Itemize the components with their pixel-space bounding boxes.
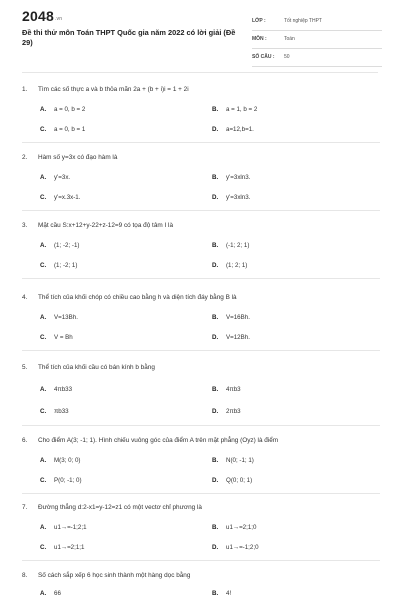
question-text	[22, 154, 117, 161]
question-divider	[22, 350, 380, 351]
option-letter: B.	[212, 174, 219, 181]
question-text	[22, 437, 278, 444]
meta-label: MÔN :	[252, 36, 267, 42]
option-b[interactable]	[212, 314, 250, 321]
option-letter: A.	[40, 590, 47, 597]
option-letter: A.	[40, 524, 47, 531]
logo-text: 2048	[22, 8, 54, 24]
option-letter: B.	[212, 242, 219, 249]
question-number: 7.	[22, 504, 28, 511]
question-stem: Tìm các số thực a và b thỏa mãn 2a + (b + i)i = 1 + 2i	[38, 86, 189, 93]
option-letter: A.	[40, 457, 47, 464]
option-letter: B.	[212, 524, 219, 531]
option-text: 4πb3	[226, 386, 241, 393]
option-b[interactable]	[212, 524, 256, 531]
option-letter: D.	[212, 408, 219, 415]
question-text	[22, 504, 202, 511]
option-text: V=12Bh.	[226, 334, 250, 341]
question-stem: Mặt cầu S:x+12+y-22+z-12=9 có tọa độ tâm I là	[38, 222, 173, 229]
option-text: 4πb33	[54, 386, 73, 393]
option-letter: D.	[212, 262, 219, 269]
option-letter: D.	[212, 126, 219, 133]
question-stem: Đường thẳng d:2-x1=y-12=z1 có một vectơ chỉ phương là	[38, 504, 202, 511]
option-letter: A.	[40, 242, 47, 249]
question-number: 5.	[22, 364, 28, 371]
option-d[interactable]	[212, 408, 241, 415]
question-divider	[22, 142, 380, 143]
question-number: 6.	[22, 437, 28, 444]
option-text: u1→=-1;2;1	[54, 524, 87, 531]
option-letter: C.	[40, 477, 47, 484]
option-letter: B.	[212, 457, 219, 464]
option-letter: A.	[40, 106, 47, 113]
option-text: y'=3xln3.	[226, 174, 251, 181]
meta-row-class	[252, 13, 382, 31]
option-b[interactable]	[212, 590, 231, 597]
option-d[interactable]	[212, 477, 252, 484]
meta-label: LỚP :	[252, 18, 266, 24]
option-letter: D.	[212, 544, 219, 551]
question-divider	[22, 278, 380, 279]
option-a[interactable]	[40, 174, 70, 181]
option-a[interactable]	[40, 524, 87, 531]
option-d[interactable]	[212, 262, 247, 269]
question-divider	[22, 425, 380, 426]
option-letter: B.	[212, 386, 219, 393]
option-text: a = 1, b = 2	[226, 106, 258, 113]
question-stem: Thể tích của khối cầu có bán kính b bằng	[38, 364, 155, 371]
option-text: a=12,b=1.	[226, 126, 254, 133]
question-number: 1.	[22, 86, 28, 93]
meta-row-subject	[252, 31, 382, 49]
question-number: 4.	[22, 294, 28, 301]
option-letter: A.	[40, 174, 47, 181]
option-text: (1; -2; -1)	[54, 242, 80, 249]
logo-domain: .vn	[54, 16, 63, 22]
question-number: 3.	[22, 222, 28, 229]
option-letter: B.	[212, 106, 219, 113]
meta-label: SỐ CÂU :	[252, 54, 275, 60]
option-text: V=13Bh.	[54, 314, 78, 321]
option-text: u1→=-1;2;0	[226, 544, 259, 551]
option-letter: A.	[40, 314, 47, 321]
option-a[interactable]	[40, 457, 80, 464]
option-letter: B.	[212, 314, 219, 321]
meta-value: Toán	[284, 36, 295, 42]
option-c[interactable]	[40, 544, 84, 551]
option-b[interactable]	[212, 457, 254, 464]
option-b[interactable]	[212, 106, 257, 113]
question-text	[22, 294, 237, 301]
option-text: N(0; -1; 1)	[226, 457, 254, 464]
option-c[interactable]	[40, 126, 85, 133]
option-c[interactable]	[40, 262, 77, 269]
header	[0, 0, 400, 66]
option-text: 66	[54, 590, 61, 597]
option-c[interactable]	[40, 408, 69, 415]
option-c[interactable]	[40, 477, 82, 484]
question-number: 8.	[22, 572, 28, 579]
site-logo[interactable]	[22, 8, 62, 24]
question-text	[22, 572, 190, 579]
option-b[interactable]	[212, 174, 250, 181]
question-divider	[22, 493, 380, 494]
option-d[interactable]	[212, 194, 250, 201]
option-letter: C.	[40, 262, 47, 269]
option-a[interactable]	[40, 242, 79, 249]
question-stem: Cho điểm A(3; -1; 1). Hình chiếu vuông góc của điểm A trên mặt phẳng (Oyz) là điểm	[38, 437, 279, 444]
question-text	[22, 364, 155, 371]
meta-value: Tốt nghiệp THPT	[284, 18, 322, 24]
question-divider	[22, 210, 380, 211]
option-b[interactable]	[212, 386, 241, 393]
option-text: (-1; 2; 1)	[226, 242, 250, 249]
option-text: u1→=2;1;1	[54, 544, 85, 551]
option-letter: C.	[40, 408, 47, 415]
question-stem: Thể tích của khối chóp có chiều cao bằng h và diện tích đáy bằng B là	[38, 294, 237, 301]
exam-meta	[252, 13, 382, 67]
option-letter: B.	[212, 590, 219, 597]
option-letter: D.	[212, 477, 219, 484]
option-a[interactable]	[40, 386, 72, 393]
option-a[interactable]	[40, 106, 85, 113]
option-c[interactable]	[40, 334, 73, 341]
option-text: Q(0; 0; 1)	[226, 477, 253, 484]
option-text: a = 0, b = 2	[54, 106, 86, 113]
option-letter: C.	[40, 194, 47, 201]
option-text: y'=3xln3.	[226, 194, 251, 201]
option-c[interactable]	[40, 194, 80, 201]
option-d[interactable]	[212, 334, 250, 341]
question-stem: Hàm số y=3x có đạo hàm là	[38, 154, 118, 161]
option-text: 4!	[226, 590, 232, 597]
option-text: M(3; 0; 0)	[54, 457, 81, 464]
option-text: y'=x.3x-1.	[54, 194, 81, 201]
option-letter: C.	[40, 126, 47, 133]
option-d[interactable]	[212, 544, 259, 551]
question-text	[22, 222, 173, 229]
option-a[interactable]	[40, 590, 61, 597]
question-text	[22, 86, 189, 93]
option-text: πb33	[54, 408, 69, 415]
question-divider	[22, 560, 380, 561]
option-b[interactable]	[212, 242, 249, 249]
option-text: (1; -2; 1)	[54, 262, 78, 269]
option-letter: A.	[40, 386, 47, 393]
question-stem: Số cách sắp xếp 6 học sinh thành một hàng dọc bằng	[38, 572, 191, 579]
option-letter: D.	[212, 194, 219, 201]
option-text: u1→=2;1;0	[226, 524, 257, 531]
option-text: V=16Bh.	[226, 314, 250, 321]
option-letter: C.	[40, 334, 47, 341]
meta-row-count	[252, 49, 382, 67]
option-text: V = Bh	[54, 334, 73, 341]
option-text: 2πb3	[226, 408, 241, 415]
option-text: (1; 2; 1)	[226, 262, 248, 269]
option-text: y'=3x.	[54, 174, 71, 181]
header-divider	[22, 72, 378, 73]
option-text: P(0; -1; 0)	[54, 477, 82, 484]
option-letter: D.	[212, 334, 219, 341]
option-a[interactable]	[40, 314, 78, 321]
option-letter: C.	[40, 544, 47, 551]
question-number: 2.	[22, 154, 28, 161]
exam-title: Đề thi thử môn Toán THPT Quốc gia năm 2022 có lời giải (Đề 29)	[22, 28, 236, 47]
option-d[interactable]	[212, 126, 254, 133]
option-text: a = 0, b = 1	[54, 126, 86, 133]
meta-value: 50	[284, 54, 290, 60]
